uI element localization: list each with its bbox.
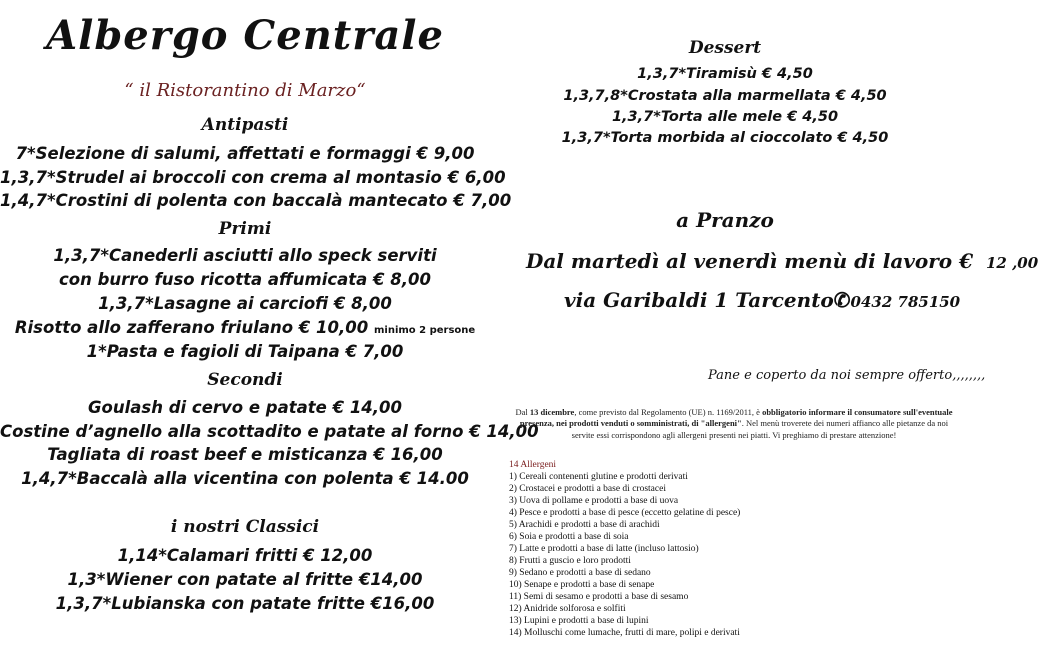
allergen-item: 10) Senape e prodotti a base di senape	[509, 580, 655, 590]
risotto-text: Risotto allo zafferano friulano € 10,00	[14, 318, 369, 337]
allergen-item: 2) Crostacei e prodotti a base di crostacei	[509, 484, 666, 494]
dessert-item: 1,3,7*Torta alle mele € 4,50	[611, 109, 839, 125]
allergen-item: 11) Semi di sesamo e prodotti a base di sesamo	[509, 592, 689, 602]
classici-heading: i nostri Classici	[170, 517, 320, 537]
address-line	[564, 288, 960, 312]
classici-item: 1,3,7*Lubianska con patate fritte €16,00	[55, 594, 435, 613]
allergen-item: 7) Latte e prodotti a base di latte (incluso lattosio)	[509, 544, 699, 554]
notice-text: Dal	[515, 407, 530, 417]
primi-heading: Primi	[218, 219, 272, 239]
classici-item: 1,3*Wiener con patate al fritte €14,00	[67, 570, 423, 589]
pranzo-offer-line	[526, 249, 1038, 273]
notice-bold-text: obbligatorio informare il consumatore sull'eventuale presenza, nei prodotti venduti o somministrati, di "allergeni"	[519, 407, 953, 429]
allergen-item: 14) Molluschi come lumache, frutti di mare, polipi e derivati	[509, 628, 740, 638]
dessert-heading: Dessert	[688, 38, 762, 58]
allergen-item: 1) Cereali contenenti glutine e prodotti derivati	[509, 472, 688, 482]
allergen-item: 12) Anidride solforosa e solfiti	[509, 604, 626, 614]
dessert-item: 1,3,7*Torta morbida al cioccolato € 4,50	[561, 130, 889, 146]
allergen-item: 9) Sedano e prodotti a base di sedano	[509, 568, 651, 578]
notice-date: 13 dicembre	[529, 407, 575, 417]
pranzo-price: 12 ,00	[985, 254, 1038, 272]
pane-coperto-note: Pane e coperto da noi sempre offerto,,,,,,,,	[708, 368, 986, 383]
allergen-item: 6) Soia e prodotti a base di soia	[509, 532, 629, 542]
right-menu-column	[490, 0, 1038, 668]
pranzo-heading: a Pranzo	[676, 208, 774, 232]
primi-item: 1,3,7*Canederli asciutti allo speck serviti	[53, 246, 437, 265]
allergen-notice	[510, 407, 958, 441]
antipasti-item: 7*Selezione di salumi, affettati e formaggi € 9,00	[15, 144, 475, 163]
risotto-note: minimo 2 persone	[373, 325, 476, 336]
secondi-heading: Secondi	[207, 370, 283, 390]
restaurant-title: Albergo Centrale	[46, 12, 444, 59]
allergen-item: 5) Arachidi e prodotti a base di arachidi	[509, 520, 660, 530]
allergen-list-title: 14 Allergeni	[509, 460, 557, 470]
secondi-item: 1,4,7*Baccalà alla vicentina con polenta € 14.00	[21, 469, 469, 488]
allergen-item: 13) Lupini e prodotti a base di lupini	[509, 616, 649, 626]
menu-subtitle: “ il Ristorantino di Marzo“	[124, 80, 366, 101]
notice-text: , come previsto dal Regolamento (UE) n. 1169/2011, è	[574, 407, 763, 417]
allergen-item: 3) Uova di pollame e prodotti a base di uova	[509, 496, 679, 506]
classici-item: 1,14*Calamari fritti € 12,00	[117, 546, 373, 565]
secondi-item: Tagliata di roast beef e misticanza € 16,00	[47, 445, 443, 464]
secondi-item: Goulash di cervo e patate € 14,00	[87, 398, 403, 417]
address-text: via Garibaldi 1 Tarcento	[564, 288, 834, 312]
primi-item: 1,3,7*Lasagne ai carciofi € 8,00	[98, 294, 392, 313]
allergen-item: 8) Frutti a guscio e loro prodotti	[509, 556, 631, 566]
dessert-item: 1,3,7*Tiramisù € 4,50	[637, 66, 813, 82]
phone-number: 0432 785150	[850, 293, 961, 311]
primi-item: con burro fuso ricotta affumicata € 8,00	[59, 270, 431, 289]
antipasti-heading: Antipasti	[201, 115, 289, 135]
notice-text: . Nel menù troverete dei numeri affianco alle pietanze da noi servite essi corrispondono agli allergeni presenti nei piatti. Vi preghiamo di prestare attenzione!	[571, 418, 949, 440]
phone-icon: ✆	[833, 288, 851, 312]
primi-item: 1*Pasta e fagioli di Taipana € 7,00	[86, 342, 404, 361]
primi-item-risotto	[0, 318, 490, 337]
antipasti-item: 1,3,7*Strudel ai broccoli con crema al montasio € 6,00	[0, 168, 506, 187]
antipasti-item: 1,4,7*Crostini di polenta con baccalà mantecato € 7,00	[0, 191, 512, 210]
allergen-item: 4) Pesce e prodotti a base di pesce (eccetto gelatine di pesce)	[509, 508, 741, 518]
pranzo-offer-text: Dal martedì al venerdì menù di lavoro €	[526, 249, 973, 273]
secondi-item: Costine d’agnello alla scottadito e patate al forno € 14,00	[0, 422, 539, 441]
dessert-item: 1,3,7,8*Crostata alla marmellata € 4,50	[563, 88, 887, 104]
